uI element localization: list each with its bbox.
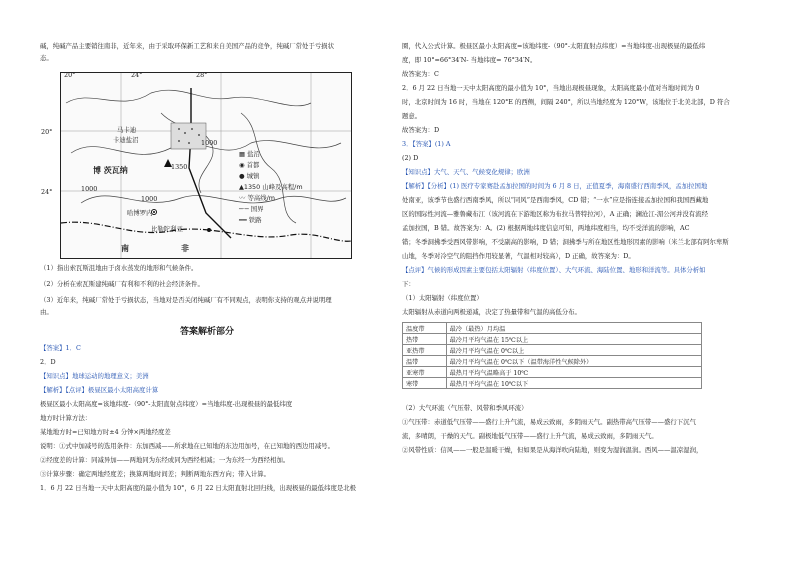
answer-line-5: 极昼区最小太阳高度=该地纬度-（90°-太阳直射点纬度）=当地纬度-出现极昼的最低纬度 <box>40 400 293 408</box>
question-1: （1）指出索瓦斯沮地由于卤水蒸发的地形和气候条件。 <box>40 264 198 272</box>
table-cell: 最冷月平均气温在 0℃以下（温带海洋性气候除外） <box>446 356 701 367</box>
table-cell: 最热月平均气温在 10℃以下 <box>446 378 701 389</box>
right-line-8: 3．【答案】(1) A <box>402 140 451 148</box>
answer-line-6: 地方时计算方法： <box>40 414 92 422</box>
table-row <box>403 356 702 367</box>
place-africa: 非 <box>181 243 189 253</box>
table-cell: 最冷月平均气温在 0℃以上 <box>446 345 701 356</box>
town-icon: ● <box>239 172 245 180</box>
right-after-1: （2）大气环流（气压带、风带和季风环流） <box>402 404 528 412</box>
peak-icon: ▲ <box>239 183 244 191</box>
legend-peak: ▲1350 山峰及高程/m <box>239 183 303 191</box>
lat-label-20: 20° <box>41 128 53 136</box>
answer-line-2: 2．D <box>40 358 56 366</box>
contour-icon: 〰 <box>239 194 246 202</box>
legend-railway: ━━ 铁路 <box>239 216 262 224</box>
answer-line-10: ③计算步骤：确定两地经度差；换算两地时间差；判断两地东西方向；带入计算。 <box>40 470 271 478</box>
right-line-7: 故答案为：D <box>402 126 440 134</box>
right-line-14: 孟加拉国，B 错。故答案为：A。(2) 根据两地纬度信息可知，两地纬度相当，均不受洋流的影响，AC <box>402 224 690 232</box>
answer-line-7: 某地地方时=已知地方时±4 分钟×两地经度差 <box>40 428 171 436</box>
answer-line-1: 【答案】1．C <box>40 344 81 352</box>
question-3b: 由。 <box>40 308 53 316</box>
botswana-map <box>41 71 352 259</box>
table-cell: 温带 <box>403 356 447 367</box>
question-2: （2）分析在索瓦斯建纯碱厂有利和不利的社会经济条件。 <box>40 280 204 288</box>
temperature-zone-table <box>402 322 702 389</box>
table-cell: 寒带 <box>403 378 447 389</box>
table-cell: 温度带 <box>403 323 447 334</box>
right-line-11: 【解析】【分析】(1) 医疗专家赛赴孟加拉国的时间为 6 月 8 日，正值夏季，海南盛行西南季风，孟加拉国地 <box>402 182 708 190</box>
right-line-12: 处南亚，该季节也盛行西南季风，所以“同风”是西南季风，CD 错；“一水”应是指连接孟加拉国和我国西藏地 <box>402 196 709 204</box>
legend-salt-pan: ▦ 盐沼 <box>239 150 260 158</box>
answer-section-title: 答案解析部分 <box>180 327 235 337</box>
right-line-19: （1）太阳辐射（纬度位置） <box>402 294 483 302</box>
intro-line-2: 态。 <box>40 54 53 62</box>
lon-label-24: 24° <box>131 71 143 79</box>
table-cell: 最冷（最热）月均温 <box>446 323 701 334</box>
legend-contour: 〰 等高线/m <box>239 194 275 202</box>
contour-label-3: 1000 <box>141 195 158 203</box>
intro-line-1: 碱，纯碱产品主要销往南非，近年来，由于采取环保新工艺和来自美国产品的竞争，纯碱厂常处于亏损状 <box>40 42 334 50</box>
place-makadi: 马卡迪 <box>117 126 137 134</box>
right-after-3: 流，多晴朗，干燥的天气。副极地低气压带——盛行上升气流，易成云致雨，多阴雨天气。 <box>402 432 658 440</box>
answer-line-3: 【知识点】地球运动的地理意义；美洲 <box>40 372 149 380</box>
border-icon: ─·─ <box>239 205 249 213</box>
right-after-2: ①气压带：赤道低气压带——盛行上升气流，易成云致雨，多阴雨天气。副热带高气压带——盛行下沉气 <box>402 418 696 426</box>
contour-label-2: 1000 <box>81 185 98 193</box>
answer-line-9: ②经度差的计算：同减异加——两地同为东经或同为西经相减；一为东经一为西经相加。 <box>40 456 290 464</box>
right-after-4: ②风带性质：信风——一般是温暖干燥，但如果是从海洋吹向陆地，则变为湿润温润。西风——温凉湿润， <box>402 446 703 454</box>
contour-label-1: 1000 <box>201 139 218 147</box>
legend-capital: ◉ 首都 <box>239 161 260 169</box>
place-pretoria: 比勒陀利亚 <box>151 225 183 233</box>
table-row <box>403 345 702 356</box>
right-line-20: 太阳辐射从赤道向两极递减，决定了热量带和气温的高低分布。 <box>402 308 581 316</box>
lat-label-24: 24° <box>41 188 53 196</box>
right-line-1: 圈，代入公式计算。极昼区最小太阳高度=该地纬度-（90°-太阳直射点纬度）=当地纬度-出现极昼的最低纬 <box>402 42 706 50</box>
table-cell: 热带 <box>403 334 447 345</box>
place-botswana: 博 茨瓦纳 <box>93 165 128 175</box>
question-3a: （3）近年来，纯碱厂常处于亏损状态，当地对是否关闭纯碱厂有不同观点，表明你支持的观点并说明理 <box>40 296 332 304</box>
lon-label-28: 28° <box>196 71 208 79</box>
answer-line-8: 说明：①式中加减号的选用条件：东加西减——所求地在已知地的东边用加号，在已知地的西边用减号。 <box>40 442 334 450</box>
table-cell: 亚寒带 <box>403 367 447 378</box>
right-line-17: 【点评】气候的形成因素主要包括太阳辐射（纬度位置）、大气环流、海陆位置、地形和洋流等。具体分析如 <box>402 266 706 274</box>
table-row <box>403 334 702 345</box>
right-line-4: 2．6 月 22 日当地一天中太阳高度的最小值为 10°，当地出现极昼现象，太阳高度最小值对当地时间为 0 <box>402 84 700 92</box>
right-line-6: 题意。 <box>402 112 422 120</box>
answer-line-4: 【解析】【点评】极昼区最小太阳高度计算 <box>40 386 159 394</box>
capital-icon: ◉ <box>239 161 245 169</box>
right-line-5: 时，北京时间为 16 时，当地在 120°E 的西侧，间隔 240°，所以当地经度为 120°W，该地位于北美北部，D 符合 <box>402 98 730 106</box>
right-line-15: 错；冬季洞拂季受西风带影响，不受副高的影响，D 错；洞拂季与所在地区性地形因素的影响（米兰北部有阿尔卑斯 <box>402 238 729 246</box>
table-cell: 最冷月平均气温在 15℃以上 <box>446 334 701 345</box>
legend-border: ─·─ 国界 <box>239 205 264 213</box>
peak-label: 1350 <box>171 163 188 171</box>
right-line-2: 度，即 10°=66°34′N- 当地纬度= 76°34′N。 <box>402 56 537 64</box>
right-line-13: 区的国际性河流—雅鲁藏布江（该河流在下游地区称为布拉马普特拉河），A 正确；澜沧江-湄公河并没有流经 <box>402 210 708 218</box>
table-row <box>403 378 702 389</box>
place-gaborone: 哈博罗内 <box>127 209 153 217</box>
right-line-3: 故答案为：C <box>402 70 439 78</box>
table-row <box>403 367 702 378</box>
railway-icon: ━━ <box>239 216 247 224</box>
lon-label-20: 20° <box>64 71 76 79</box>
map-legend <box>239 149 303 226</box>
legend-town: ● 城镇 <box>239 172 260 180</box>
answer-line-11: 1．6 月 22 日当地一天中太阳高度的最小值为 10°，6 月 22 日太阳直射北回归线，出现极昼的最低纬度是北极 <box>40 484 357 492</box>
table-cell: 最热月平均气温略高于 10℃ <box>446 367 701 378</box>
place-south: 南 <box>121 243 129 253</box>
table-cell: 亚热带 <box>403 345 447 356</box>
salt-pan-icon: ▦ <box>239 150 246 158</box>
right-line-9: (2) D <box>402 154 419 162</box>
right-line-10: 【知识点】大气、天气、气候变化规律；欧洲 <box>402 168 530 176</box>
right-line-18: 下： <box>402 280 415 288</box>
place-salt-pan: 卡迪盐沼 <box>113 136 139 144</box>
table-row <box>403 323 702 334</box>
right-line-16: 山地，冬季对冷空气的阻挡作用较显著，气温相对较高），D 正确，故答案为：D。 <box>402 252 635 260</box>
